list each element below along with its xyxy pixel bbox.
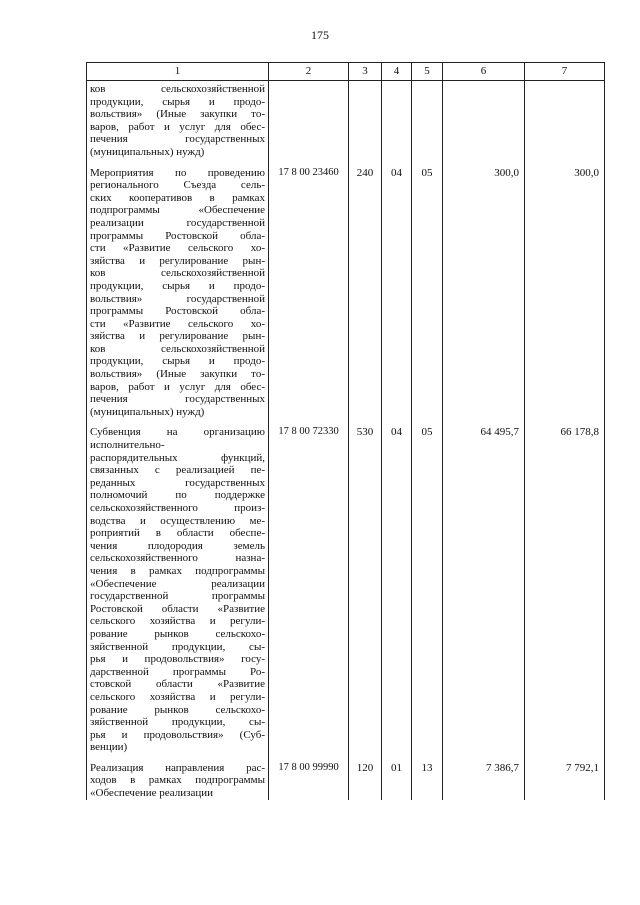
table-row — [87, 81, 605, 167]
description-line: сти «Развитие сельского хо- — [90, 242, 265, 255]
table-row — [87, 167, 605, 427]
header-cell: 2 — [269, 63, 349, 81]
description-line: рья и продовольствия» (Суб- — [90, 728, 265, 741]
description-line: ских кооперативов в рамках — [90, 191, 265, 204]
header-cell: 7 — [525, 63, 605, 81]
description-line: зяйственной продукции, сы- — [90, 716, 265, 729]
description-line: Субвенция на организацию — [90, 426, 265, 439]
header-cell: 6 — [443, 63, 525, 81]
amount-year-2: 300,0 — [525, 167, 605, 427]
description-line: сти «Развитие сельского хо- — [90, 317, 265, 330]
description-line: рование рынков сельскохо- — [90, 703, 265, 716]
description-line: регионального Съезда сель- — [90, 179, 265, 192]
description-line: вольствия» государственной — [90, 292, 265, 305]
section-code: 01 — [382, 762, 412, 800]
amount-year-1: 7 386,7 — [443, 762, 525, 800]
description-line: (муниципальных) нужд) — [90, 405, 205, 418]
expense-type: 120 — [349, 762, 382, 800]
description-line: (муниципальных) нужд) — [90, 145, 205, 158]
expense-type: 530 — [349, 426, 382, 761]
row-description — [87, 167, 269, 427]
amount-year-2 — [525, 81, 605, 167]
description-line: полномочий по поддержке — [90, 489, 265, 502]
target-code: 17 8 00 99990 — [269, 762, 349, 800]
description-line: ходов в рамках подпрограммы — [90, 774, 265, 787]
description-line: распорядительных функций, — [90, 451, 265, 464]
description-line: ков сельскохозяйственной — [90, 267, 265, 280]
description-line: сельскохозяйственного назна- — [90, 552, 265, 565]
page-number: 175 — [311, 28, 329, 42]
target-code: 17 8 00 23460 — [269, 167, 349, 427]
description-line: продукции, сырья и продо- — [90, 279, 265, 292]
description-line: Реализация направления рас- — [90, 761, 265, 774]
description-line: ков сельскохозяйственной — [90, 83, 265, 95]
description-line: зяйства и регулирование рын- — [90, 254, 265, 267]
subsection-code: 05 — [412, 167, 443, 427]
header-cell: 3 — [349, 63, 382, 81]
description-line: зяйства и регулирование рын- — [90, 330, 265, 343]
target-code: 17 8 00 72330 — [269, 426, 349, 761]
target-code — [269, 81, 349, 167]
description-line: чения в рамках подпрограммы — [90, 564, 265, 577]
description-line: венции) — [90, 741, 128, 754]
section-code — [382, 81, 412, 167]
description-line: варов, работ и услуг для обес- — [90, 380, 265, 393]
description-line: вольствия» (Иные закупки то- — [90, 368, 265, 381]
section-code: 04 — [382, 167, 412, 427]
description-line: сельского хозяйства и регули- — [90, 615, 265, 628]
subsection-code: 05 — [412, 426, 443, 761]
header-row — [87, 63, 605, 81]
table-row — [87, 762, 605, 800]
amount-year-2: 7 792,1 — [525, 762, 605, 800]
row-description — [87, 762, 269, 800]
description-line: зяйственной продукции, сы- — [90, 640, 265, 653]
description-line: сельскохозяйственного произ- — [90, 502, 265, 514]
description-line: роприятий в области обеспе- — [90, 527, 265, 540]
amount-year-1: 64 495,7 — [443, 426, 525, 761]
description-line: вольствия» (Иные закупки то- — [90, 108, 265, 121]
header-cell: 5 — [412, 63, 443, 81]
description-line: печения государственных — [90, 133, 265, 146]
description-line: рья и продовольствия» госу- — [90, 653, 265, 666]
description-line: водства и осуществлению ме- — [90, 514, 265, 527]
description-line: «Обеспечение реализации — [90, 577, 265, 590]
expense-type: 240 — [349, 167, 382, 427]
header-cell: 4 — [382, 63, 412, 81]
description-line: программы Ростовской обла- — [90, 305, 265, 318]
description-line: программы Ростовской обла- — [90, 229, 265, 242]
section-code: 04 — [382, 426, 412, 761]
row-description — [87, 426, 269, 761]
description-line: рование рынков сельскохо- — [90, 627, 265, 640]
description-line: Мероприятия по проведению — [90, 166, 265, 179]
description-line: реданных государственных — [90, 476, 265, 489]
description-line: продукции, сырья и продо- — [90, 95, 265, 108]
description-line: реализации государственной — [90, 216, 265, 229]
table-row — [87, 426, 605, 761]
budget-table — [86, 62, 605, 800]
description-line: чения плодородия земель — [90, 539, 265, 552]
description-line: ков сельскохозяйственной — [90, 342, 265, 355]
description-line: дарственной программы Ро- — [90, 665, 265, 678]
description-line: варов, работ и услуг для обес- — [90, 120, 265, 133]
subsection-code — [412, 81, 443, 167]
description-line: продукции, сырья и продо- — [90, 355, 265, 368]
description-line: сельского хозяйства и регули- — [90, 690, 265, 703]
description-line: связанных с реализацией пе- — [90, 464, 265, 477]
description-line: стовской области «Развитие — [90, 678, 265, 691]
expense-type — [349, 81, 382, 167]
description-line: подпрограммы «Обеспечение — [90, 204, 265, 217]
header-cell: 1 — [87, 63, 269, 81]
subsection-code: 13 — [412, 762, 443, 800]
description-line: Ростовской области «Развитие — [90, 602, 265, 615]
description-line: исполнительно- — [90, 439, 165, 452]
description-line: «Обеспечение реализации — [90, 787, 214, 800]
description-line: печения государственных — [90, 393, 265, 406]
description-line: государственной программы — [90, 590, 265, 603]
row-description — [87, 81, 269, 167]
amount-year-1 — [443, 81, 525, 167]
amount-year-1: 300,0 — [443, 167, 525, 427]
amount-year-2: 66 178,8 — [525, 426, 605, 761]
